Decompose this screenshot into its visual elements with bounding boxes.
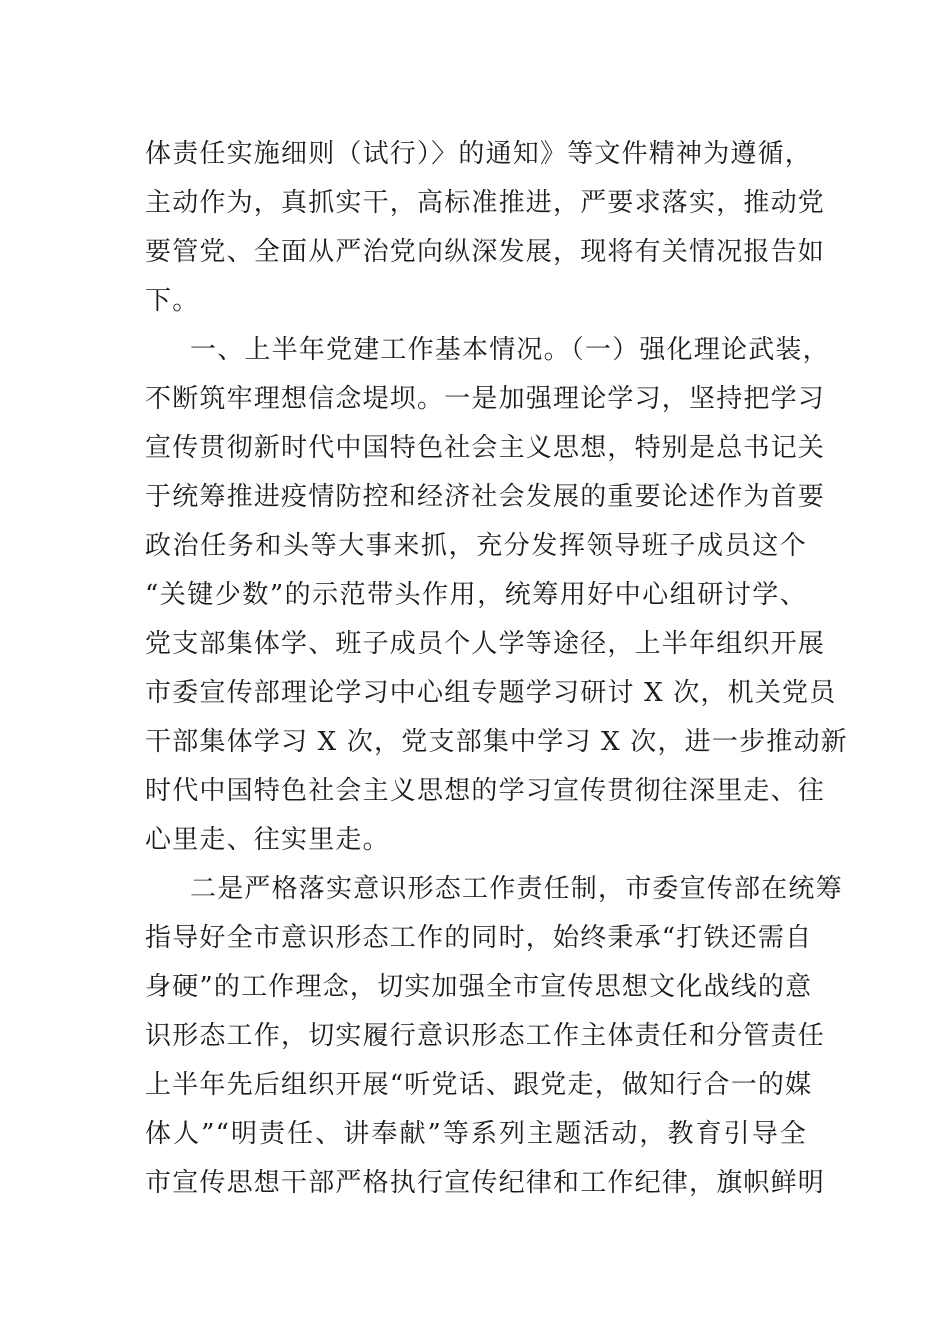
text-line: “关键少数”的示范带头作用，统筹用好中心组研讨学、 (145, 580, 807, 610)
text-line: 不断筑牢理想信念堤坝。一是加强理论学习，坚持把学习 (145, 384, 826, 414)
text-line-indented: 一、上半年党建工作基本情况。（一）强化理论武装， (190, 335, 830, 365)
text-line: 心里走、往实里走。 (145, 825, 390, 855)
text-line: 干部集体学习 X 次，党支部集中学习 X 次，进一步推动新 (145, 727, 848, 757)
text-line: 指导好全市意识形态工作的同时，始终秉承“打铁还需自 (145, 923, 813, 953)
text-line: 市宣传思想干部严格执行宣传纪律和工作纪律，旗帜鲜明 (145, 1168, 826, 1198)
text-line: 体人”“明责任、讲奉献”等系列主题活动，教育引导全 (145, 1119, 807, 1149)
paragraph-section-1-theory (145, 326, 848, 865)
text-line: 市委宣传部理论学习中心组专题学习研讨 X 次，机关党员 (145, 678, 837, 708)
text-line: 主动作为，真抓实干，高标准推进，严要求落实，推动党 (145, 188, 826, 218)
text-line: 时代中国特色社会主义思想的学习宣传贯彻往深里走、往 (145, 776, 826, 806)
text-line: 识形态工作，切实履行意识形态工作主体责任和分管责任 (145, 1021, 826, 1051)
paragraph-section-1-ideology (145, 865, 843, 1208)
text-line: 政治任务和头等大事来抓，充分发挥领导班子成员这个 (145, 531, 807, 561)
text-line: 要管党、全面从严治党向纵深发展，现将有关情况报告如 (145, 237, 826, 267)
text-line: 党支部集体学、班子成员个人学等途径，上半年组织开展 (145, 629, 826, 659)
text-line: 上半年先后组织开展“听党话、跟党走，做知行合一的媒 (145, 1070, 813, 1100)
text-line: 于统筹推进疫情防控和经济社会发展的重要论述作为首要 (145, 482, 826, 512)
text-line: 身硬”的工作理念，切实加强全市宣传思想文化战线的意 (145, 972, 813, 1002)
text-line: 体责任实施细则（试行）〉的通知》等文件精神为遵循， (145, 139, 813, 169)
text-line-indented: 二是严格落实意识形态工作责任制，市委宣传部在统筹 (190, 874, 843, 904)
text-line: 下。 (145, 286, 200, 316)
paragraph-intro-continuation (145, 130, 826, 326)
document-body (145, 130, 848, 1208)
text-line: 宣传贯彻新时代中国特色社会主义思想，特别是总书记关 (145, 433, 826, 463)
